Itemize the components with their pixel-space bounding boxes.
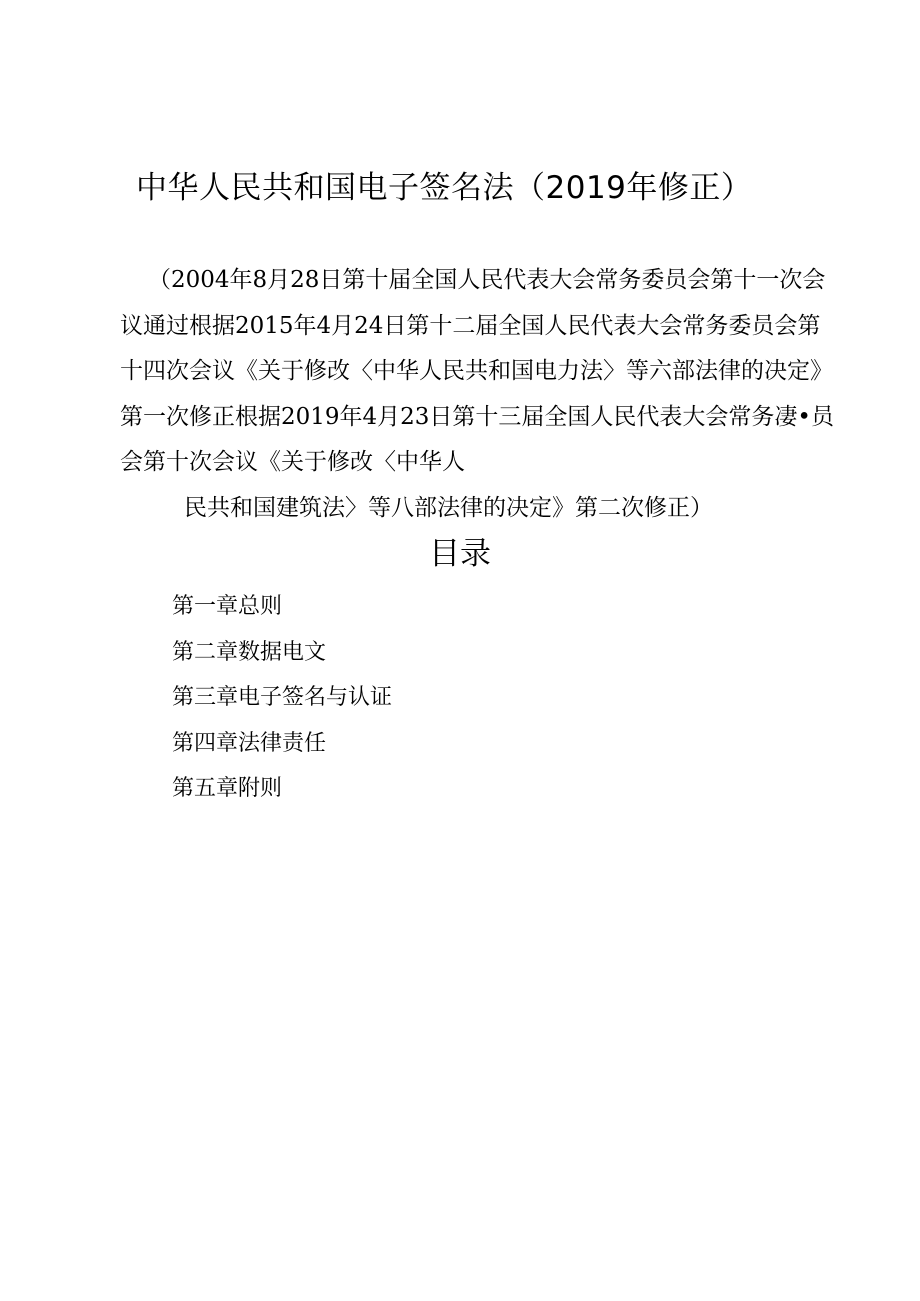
- toc-item-signature-certification[interactable]: 第三章电子签名与认证: [172, 685, 393, 710]
- toc-item-general-provisions[interactable]: 第一章总则: [172, 594, 283, 619]
- preamble-line: 第一次修正根据2019年4月23日第十三届全国人民代表大会常务凄•员: [120, 403, 834, 430]
- preamble-line: 十四次会议《关于修改〈中华人民共和国电力法〉等六部法律的决定》: [120, 358, 833, 384]
- document-title: 中华人民共和国电子签名法（2019年修正）: [136, 170, 753, 206]
- toc-item-supplementary[interactable]: 第五章附则: [172, 776, 283, 801]
- toc-item-legal-liability[interactable]: 第四章法律责任: [172, 730, 327, 756]
- preamble-line: 议通过根据2015年4月24日第十二届全国人民代表大会常务委员会第: [120, 312, 821, 339]
- preamble: [120, 258, 834, 531]
- table-of-contents: [172, 588, 392, 816]
- preamble-line: （2004年8月28日第十届全国人民代表大会常务委员会第十一次会: [148, 267, 826, 293]
- toc-heading: 目录: [429, 536, 491, 572]
- preamble-line: 民共和国建筑法〉等八部法律的决定》第二次修正）: [184, 494, 713, 521]
- preamble-line: 会第十次会议《关于修改〈中华人: [120, 449, 465, 475]
- toc-item-data-messages[interactable]: 第二章数据电文: [172, 639, 327, 665]
